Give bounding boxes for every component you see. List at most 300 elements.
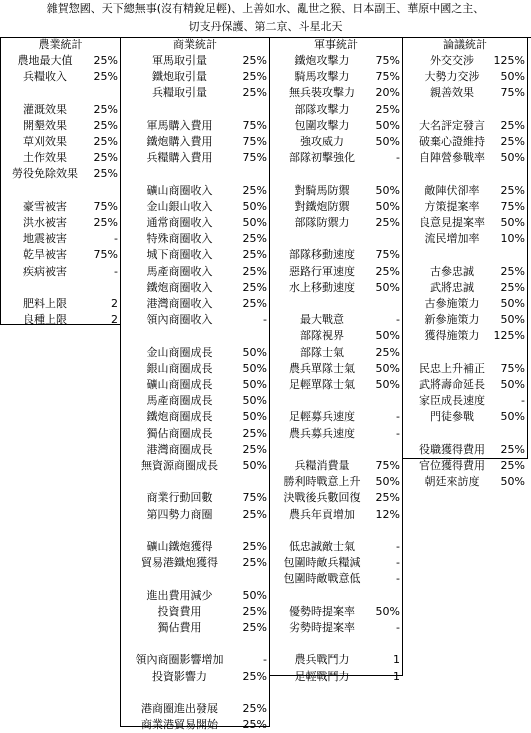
stat-value: 25% [242,183,267,197]
title-line-1: 雜賀惣國、天下總無事(沒有精銳足輕)、上善如水、亂世之猴、日本副王、華原中國之主、 [46,2,485,15]
stat-row [1,134,120,150]
stat-row [121,393,269,409]
stat-row [403,296,527,312]
stat-label: 肥料上限 [23,297,67,310]
stat-row [270,426,402,442]
stat-row [121,588,269,604]
stat-label: 部隊防禦力 [294,216,350,229]
stat-label: 武將忠誠 [430,280,474,294]
stat-label: 大名評定發言 [419,118,485,132]
stat-value: 50% [375,361,400,375]
title-line-2: 切支丹保護、第二京、斗星北天 [188,20,343,33]
stat-row [270,312,402,328]
stat-value: 25% [242,604,267,618]
stat-label: 新參施策力 [424,313,480,327]
stat-value: 50% [375,329,400,343]
stat-label: 民忠上升補正 [419,361,485,375]
stat-value: 25% [93,216,118,229]
stat-row [121,345,269,361]
commerce-panel [120,37,270,732]
stat-value: 75% [242,491,267,505]
stat-label: 城下商圈收入 [146,248,213,262]
stat-label: 對騎馬防禦 [294,183,350,197]
stat-value: 25% [242,702,267,715]
stat-value: 50% [500,297,525,310]
stat-label: 古參施策力 [424,297,480,310]
stat-label: 馬產商圈收入 [146,264,213,278]
stat-label: 獲得施策力 [424,329,480,343]
stat-value: - [396,621,400,634]
stat-row [270,652,402,668]
stat-label: 土作效果 [23,151,67,165]
stat-value: 50% [242,199,267,213]
stat-value: 25% [500,183,525,197]
stat-value: 25% [242,556,267,570]
stat-value: 25% [242,297,267,310]
stat-label: 礦山商圈收入 [146,183,213,197]
stat-value: 2 [111,297,118,310]
stat-label: 騎馬攻擊力 [294,70,350,84]
stat-label: 獨佔費用 [157,621,202,634]
stat-row [270,507,402,523]
stat-row [1,215,120,231]
stat-value: 50% [242,361,267,375]
stat-row [270,604,402,620]
stat-label: 優勢時提案率 [289,604,355,618]
stat-value: 25% [375,102,400,116]
stat-label: 金山銀山收入 [146,199,213,213]
stat-row [270,85,402,101]
stat-value: 125% [493,329,525,343]
stat-row [403,264,527,280]
stat-row [403,183,527,199]
stat-row [121,652,269,668]
stat-value: 50% [500,151,525,165]
stat-row [270,669,402,685]
stat-label: 破棄心證維持 [419,135,485,148]
stat-label: 良意見提案率 [419,216,485,229]
stat-row [270,571,402,587]
stat-label: 流民增加率 [424,232,480,246]
stat-value: 50% [242,378,267,391]
stat-label: 港商圈進出發展 [141,702,218,715]
stat-value: - [263,313,267,327]
stat-value: 25% [242,86,267,100]
stat-label: 部隊初擊強化 [289,151,355,165]
stat-row [121,69,269,85]
stat-label: 足輕募兵速度 [289,410,355,424]
stat-label: 家臣成長速度 [419,394,485,408]
stat-label: 部隊視界 [300,329,344,343]
stat-label: 勝利時戰意上升 [283,475,361,489]
stat-value: 2 [111,313,118,327]
stat-row [121,539,269,555]
stat-label: 兵糧收入 [23,70,67,84]
stat-label: 強攻威力 [300,135,344,148]
stat-label: 兵糧消費量 [294,459,350,472]
stat-row [121,507,269,523]
stat-value: 25% [242,54,267,67]
stat-label: 農地最大值 [17,54,73,67]
stat-label: 進出費用減少 [146,588,213,602]
stat-value: 25% [93,102,118,116]
stat-value: 1 [393,653,400,667]
stat-row [270,555,402,571]
stat-label: 商業行動回數 [146,491,213,505]
stat-value: 25% [242,232,267,246]
stat-row [121,247,269,263]
stat-row [270,539,402,555]
stat-value: - [396,572,400,586]
stat-label: 特殊商圈收入 [146,232,213,246]
stat-row [403,69,527,85]
stat-row [121,604,269,620]
stat-row [403,215,527,231]
stat-row [270,215,402,231]
stat-row [121,118,269,134]
stat-value: 25% [242,248,267,262]
stat-row [121,199,269,215]
stat-label: 無兵裝攻擊力 [289,86,355,100]
stat-label: 草刈效果 [23,135,67,148]
stat-value: 25% [500,264,525,278]
stat-value: 25% [375,216,400,229]
stat-row [403,361,527,377]
stat-value: 50% [500,475,525,489]
stat-value: 50% [375,199,400,213]
stat-label: 鐵炮購入費用 [146,135,213,148]
stat-value: 50% [242,588,267,602]
stat-label: 領內商圈收入 [146,313,213,327]
stat-value: - [263,653,267,667]
stat-label: 馬產商圈成長 [146,394,213,408]
stat-row [270,280,402,296]
stat-row [121,458,269,474]
stat-label: 劣勢時提案率 [289,621,355,634]
stat-value: 20% [375,86,400,100]
stat-label: 農兵募兵速度 [289,426,355,440]
stat-row [270,345,402,361]
stat-row [270,377,402,393]
stat-row [1,166,120,182]
stat-label: 自陣營參戰率 [419,151,485,165]
stat-row [270,69,402,85]
stat-row [403,328,527,344]
stat-label: 低忠誠敵士氣 [289,540,355,553]
stat-value: 50% [375,183,400,197]
stat-value: 25% [93,54,118,67]
stat-row [403,199,527,215]
stat-row [403,134,527,150]
stat-label: 礦山商圈成長 [146,378,213,391]
stat-value: 25% [375,345,400,359]
stat-label: 官位獲得費用 [419,459,485,472]
stat-label: 金山商圈成長 [146,345,213,359]
stat-value: 75% [93,248,118,262]
stat-row [403,231,527,247]
stat-label: 包圍攻擊力 [294,118,350,132]
stat-label: 足輕單隊士氣 [289,378,355,391]
stat-row [403,409,527,425]
stat-label: 方策提案率 [424,199,480,213]
stat-label: 對鐵炮防禦 [294,199,350,213]
stat-value: 25% [242,669,267,683]
stat-value: 25% [375,491,400,505]
stat-value: 75% [500,361,525,375]
stat-label: 包圍時敵戰意低 [283,572,361,586]
council-panel [402,37,528,489]
stat-value: - [114,264,118,278]
stat-value: 25% [500,118,525,132]
stat-value: 25% [242,70,267,84]
stat-row [403,458,527,474]
stat-value: 25% [93,167,118,181]
stat-row [121,490,269,506]
stat-value: 25% [242,718,267,732]
stat-value: 25% [93,70,118,84]
stat-row [1,53,120,69]
stat-value: 25% [242,280,267,294]
stat-value: 25% [500,442,525,456]
title-banner [0,0,531,38]
stat-row [270,409,402,425]
stat-row [270,490,402,506]
stat-value: - [114,232,118,246]
stat-row [270,134,402,150]
stat-row [270,328,402,344]
stat-label: 門徒參戰 [430,410,474,424]
stat-label: 鐵炮取引量 [152,70,207,84]
stat-row [270,474,402,490]
stat-label: 商業港貿易開始 [141,718,218,732]
stat-label: 疾病被害 [23,264,67,278]
stat-label: 貿易港鐵炮獲得 [141,556,218,570]
stat-row [1,247,120,263]
stat-value: 25% [242,621,267,634]
stat-value: 50% [375,378,400,391]
stat-row [121,150,269,166]
stat-row [270,199,402,215]
stat-label: 外交交涉 [430,54,474,67]
stat-value: 50% [500,216,525,229]
stat-row [121,280,269,296]
stat-value: 50% [500,410,525,424]
stat-row [121,296,269,312]
stat-label: 獨佔商圈成長 [146,426,213,440]
stat-label: 水上移動速度 [289,280,355,294]
stat-label: 領內商圈影響增加 [135,653,224,667]
stat-value: 75% [375,459,400,472]
stat-value: 25% [93,151,118,165]
stat-row [270,247,402,263]
stat-row [403,393,527,409]
stat-label: 部隊攻擊力 [294,102,350,116]
stat-row [270,620,402,636]
stat-label: 軍馬購入費用 [146,118,213,132]
stat-row [1,150,120,166]
panel-title: 農業統計 [38,38,83,51]
stat-value: 75% [375,248,400,262]
stat-row [270,361,402,377]
stat-row [1,231,120,247]
stat-row [121,53,269,69]
panel-title: 軍事統計 [314,38,358,51]
stat-row [403,150,527,166]
stat-value: 25% [375,264,400,278]
stat-label: 投資影響力 [152,669,207,683]
stat-label: 部隊士氣 [300,345,344,359]
stat-label: 農兵單隊士氣 [289,361,355,375]
stat-row [1,199,120,215]
stat-row [121,264,269,280]
stat-row [1,264,120,280]
stat-row [121,361,269,377]
stat-row [270,264,402,280]
stat-row [270,458,402,474]
stat-label: 鐵炮商圈成長 [146,410,213,424]
stat-value: 50% [375,280,400,294]
stat-label: 鐵炮商圈收入 [146,280,213,294]
stat-label: 大勢力交涉 [424,70,480,84]
stat-label: 勞役免除效果 [12,167,78,181]
stat-value: - [396,151,400,165]
stat-value: 125% [493,54,525,67]
stat-row [121,555,269,571]
stat-row [403,474,527,490]
stat-value: 25% [500,135,525,148]
stat-row [270,118,402,134]
stat-value: 50% [242,459,267,472]
stat-value: - [396,410,400,424]
agriculture-panel [0,37,121,325]
stat-value: 50% [242,394,267,408]
stat-row [403,280,527,296]
stat-value: - [396,313,400,327]
stat-row [403,442,527,458]
stat-label: 乾旱被害 [23,248,67,262]
stat-row [121,312,269,328]
stat-value: 50% [375,475,400,489]
stat-label: 親善效果 [430,86,474,100]
stat-value: 50% [242,410,267,424]
stat-row [270,102,402,118]
stat-label: 投資費用 [157,604,202,618]
stat-value: 75% [500,199,525,213]
stat-value: 75% [242,135,267,148]
military-panel [269,37,403,683]
stat-label: 惡路行軍速度 [289,264,355,278]
stat-value: 50% [500,313,525,327]
stat-row [121,426,269,442]
stat-label: 礦山鐵炮獲得 [146,540,213,553]
stat-row [403,312,527,328]
stat-row [1,118,120,134]
stat-value: 25% [242,507,267,521]
stat-value: 25% [93,118,118,132]
stat-value: - [396,540,400,553]
stat-value: 12% [375,507,400,521]
stat-row [121,717,269,733]
stat-row [270,183,402,199]
stat-value: - [396,426,400,440]
stat-row [403,377,527,393]
stat-row [1,69,120,85]
stat-label: 豪雪被害 [23,199,67,213]
stat-value: 25% [500,459,525,472]
stat-label: 通常商圈收入 [146,216,213,229]
stat-value: 50% [375,604,400,618]
stat-value: 25% [93,135,118,148]
stat-value: - [521,394,525,408]
stat-label: 地震被害 [23,232,67,246]
stat-row [121,620,269,636]
stat-row [403,53,527,69]
stat-value: 25% [242,442,267,456]
stat-row [121,134,269,150]
stat-row [1,102,120,118]
stat-row [270,150,402,166]
stat-value: 75% [242,151,267,165]
stat-row [121,85,269,101]
panel-title: 論議統計 [443,38,487,51]
stat-label: 足輕戰鬥力 [294,669,350,683]
stat-label: 港灣商圈成長 [146,442,213,456]
stat-label: 農兵戰鬥力 [294,653,350,667]
stat-label: 包圍時敵兵糧減 [283,556,361,570]
stat-row [403,85,527,101]
stat-label: 鐵炮攻擊力 [294,54,350,67]
stat-label: 農兵年貢增加 [289,507,355,521]
stat-label: 決戰後兵數回復 [283,491,361,505]
stat-label: 軍馬取引量 [152,54,207,67]
stat-value: 75% [375,54,400,67]
stat-row [403,118,527,134]
stat-value: 50% [500,378,525,391]
stat-value: 50% [375,135,400,148]
stat-label: 最大戰意 [300,313,344,327]
stat-row [1,296,120,312]
stat-label: 朝廷來訪度 [424,475,480,489]
stat-label: 役職獲得費用 [419,442,485,456]
stat-row [121,183,269,199]
stat-row [121,442,269,458]
stat-value: 25% [242,426,267,440]
stat-label: 武將壽命延長 [419,378,485,391]
stat-value: 75% [242,118,267,132]
stat-label: 無資源商圈成長 [141,459,218,472]
stat-value: 75% [93,199,118,213]
stat-row [121,701,269,717]
stat-row [121,669,269,685]
stat-label: 第四勢力商圈 [146,507,213,521]
stat-label: 洪水被害 [23,216,67,229]
panel-title: 商業統計 [173,38,217,51]
stat-value: 10% [500,232,525,246]
stat-label: 灌溉效果 [23,102,67,116]
stat-row [121,377,269,393]
stat-value: 75% [500,86,525,100]
stat-label: 銀山商圈成長 [146,361,213,375]
stat-value: 75% [375,70,400,84]
stat-label: 兵糧購入費用 [146,151,213,165]
stat-row [270,53,402,69]
stat-label: 開墾效果 [23,118,67,132]
stat-row [121,215,269,231]
stat-label: 敵陣伏卻率 [424,183,480,197]
stat-value: 50% [500,70,525,84]
stat-row [121,409,269,425]
stat-value: 25% [242,540,267,553]
